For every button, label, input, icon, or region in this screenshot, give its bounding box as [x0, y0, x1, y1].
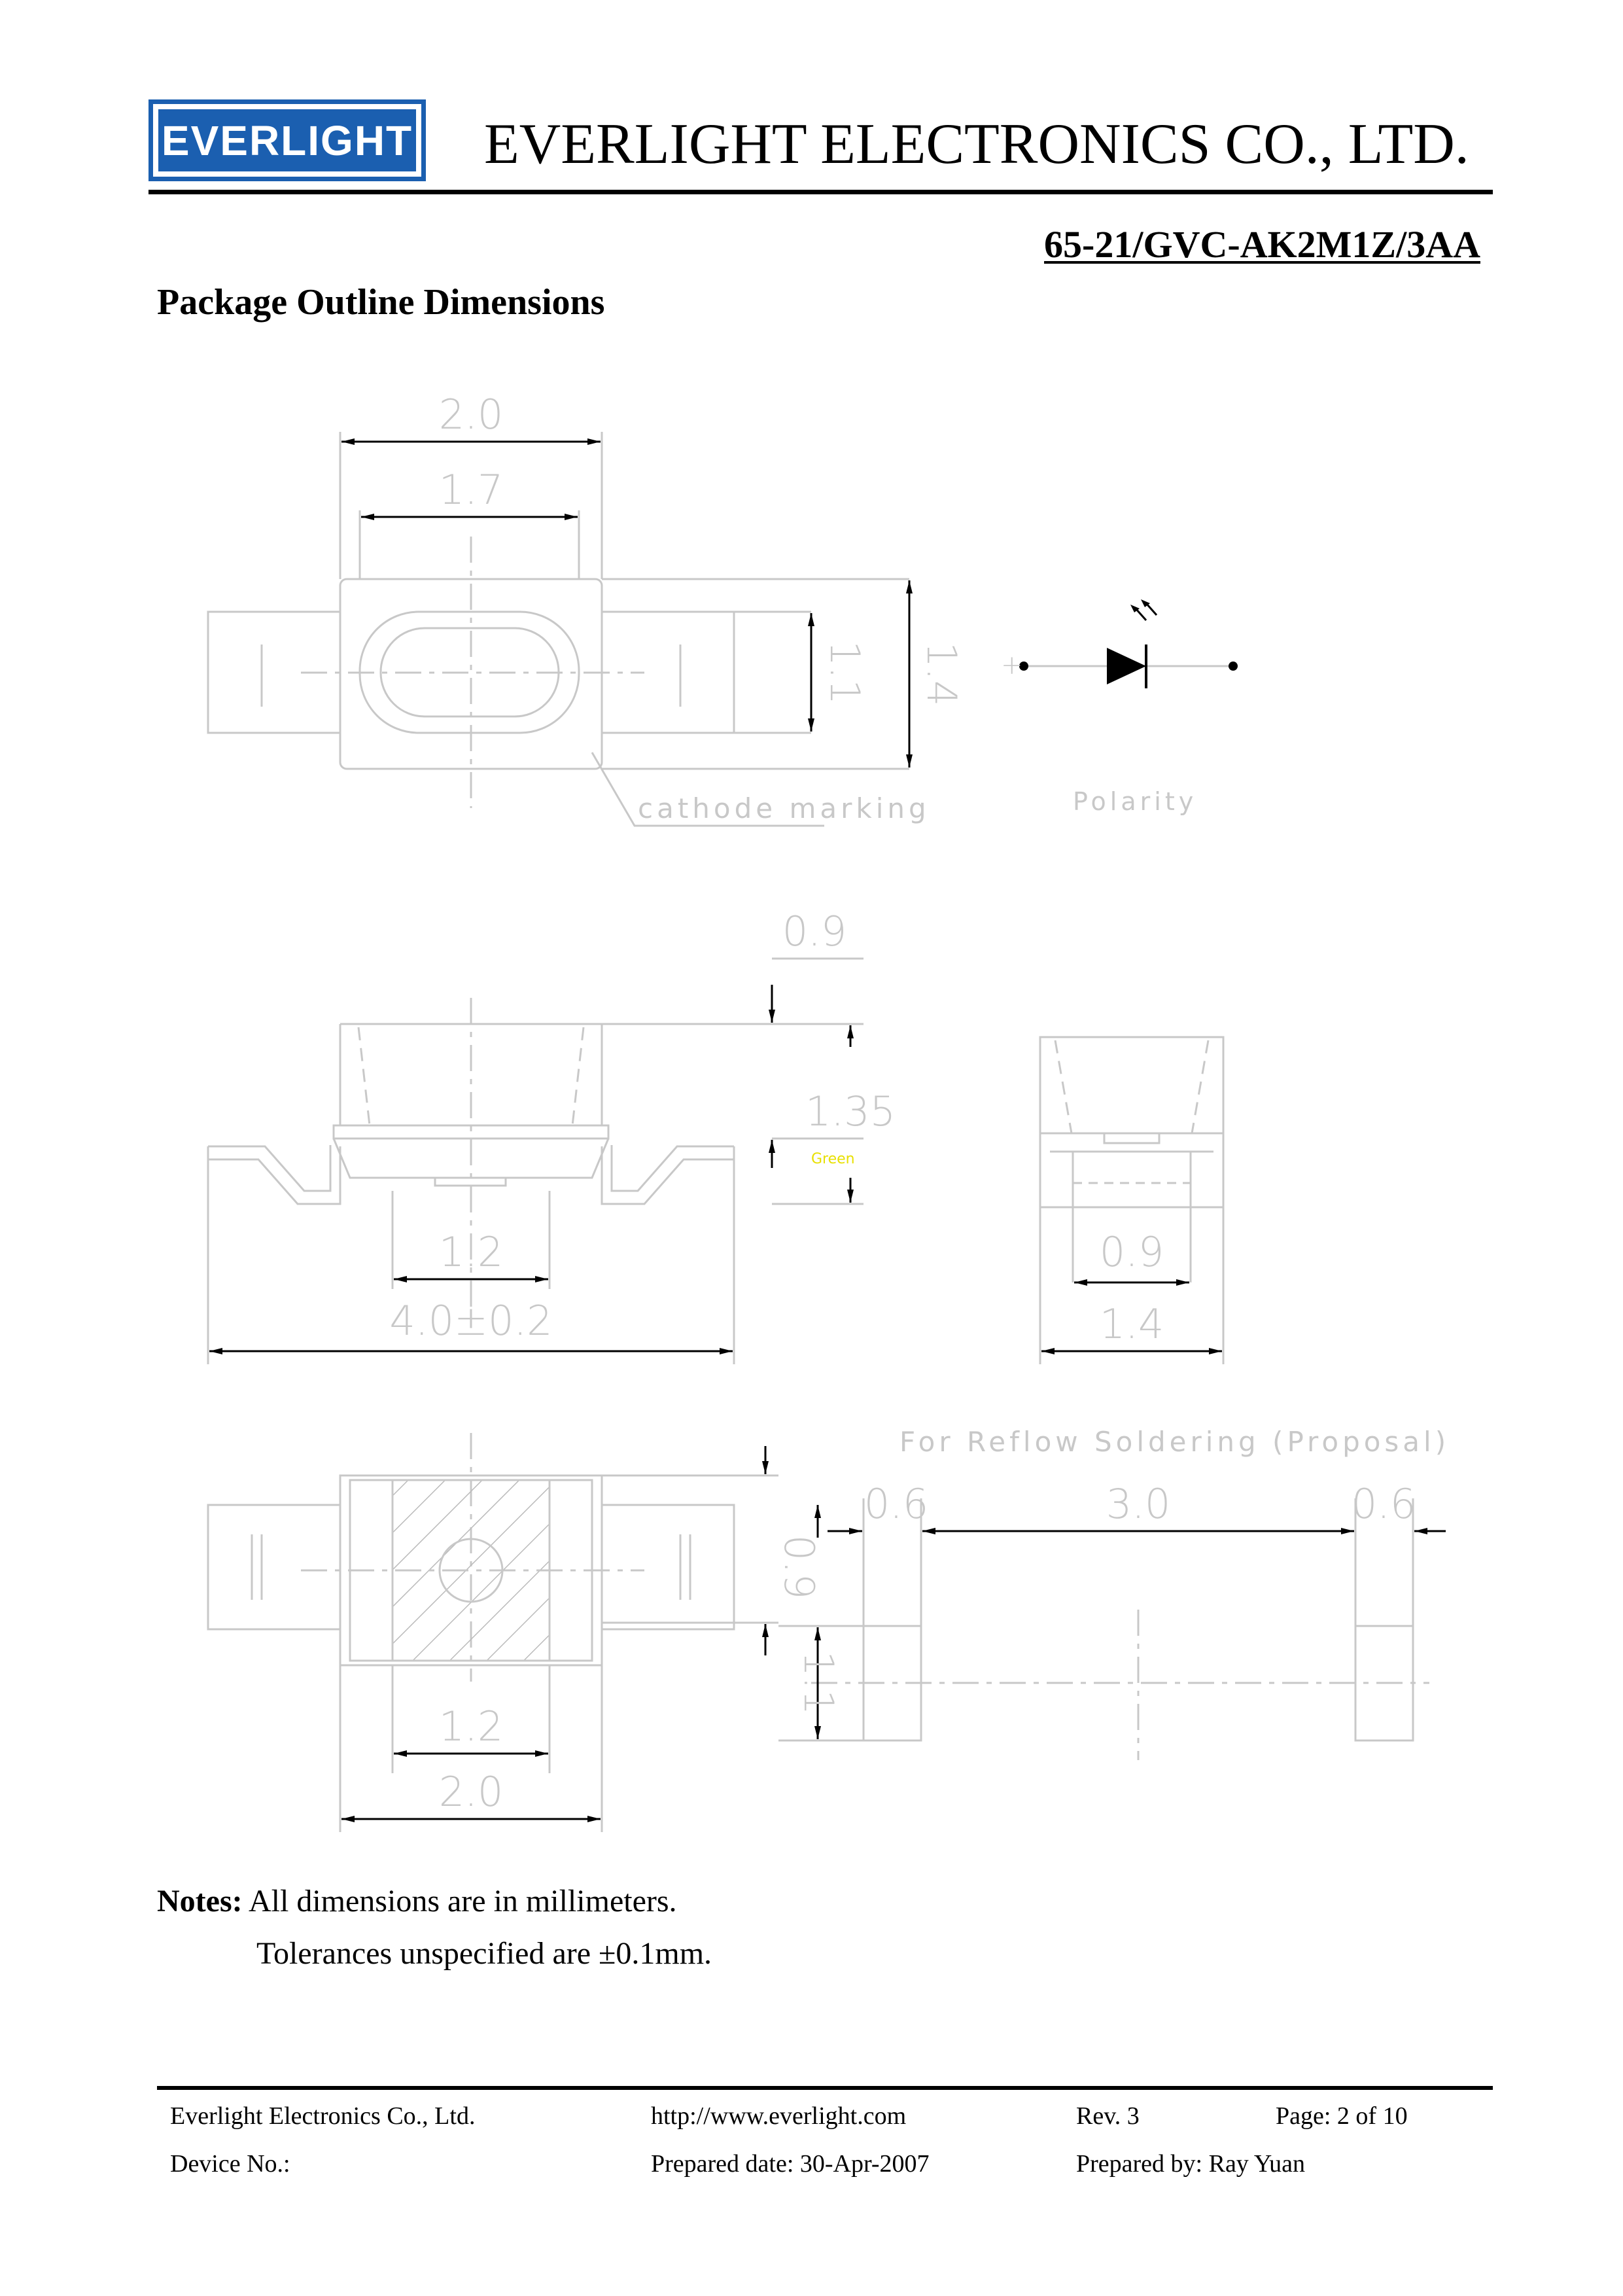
top-view — [208, 432, 909, 826]
polarity-plus-sign: + — [1001, 650, 1023, 680]
polarity-symbol — [1019, 599, 1238, 688]
dim-side-total-height: 1.35 — [805, 1087, 896, 1135]
footer-prepared-by: Prepared by: Ray Yuan — [1076, 2150, 1305, 2178]
dim-side-pad-width: 1.2 — [438, 1228, 504, 1276]
dim-side-top-height: 0.9 — [782, 908, 847, 955]
dim-bottom-body-width: 2.0 — [438, 1768, 504, 1816]
dim-reflow-gap: 3.0 — [1106, 1480, 1171, 1528]
notes-units: All dimensions are in millimeters. — [248, 1884, 677, 1918]
footer-device-no: Device No.: — [170, 2150, 290, 2178]
dim-reflow-pad-right: 0.6 — [1351, 1480, 1416, 1528]
notes-line-1 — [157, 1883, 677, 1919]
dim-top-inner-width: 1.7 — [438, 466, 504, 514]
footer-page: Page: 2 of 10 — [1276, 2102, 1408, 2130]
polarity-label: Polarity — [1073, 787, 1198, 816]
cathode-marking-label: cathode marking — [638, 792, 930, 824]
cathode-dot — [1229, 662, 1238, 671]
part-number: 65-21/GVC-AK2M1Z/3AA — [1044, 223, 1480, 266]
dim-top-inner-height: 1.1 — [821, 640, 869, 705]
notes-label: Notes: — [157, 1884, 243, 1918]
dim-side-total-width: 4.0±0.2 — [389, 1297, 553, 1345]
footer-revision: Rev. 3 — [1076, 2102, 1140, 2130]
section-title: Package Outline Dimensions — [157, 282, 605, 323]
reflow-title: For Reflow Soldering (Proposal) — [899, 1426, 1450, 1458]
dim-bottom-large-height: 1.1 — [795, 1650, 843, 1716]
footer-rule — [157, 2086, 1493, 2090]
reflow-pad-layout — [778, 1498, 1429, 1760]
footer-prepared-date: Prepared date: 30-Apr-2007 — [651, 2150, 930, 2178]
footer-url[interactable]: http://www.everlight.com — [651, 2102, 907, 2130]
dim-top-width: 2.0 — [438, 391, 504, 438]
notes-line-2: Tolerances unspecified are ±0.1mm. — [256, 1936, 712, 1971]
footer-company: Everlight Electronics Co., Ltd. — [170, 2102, 476, 2130]
dim-reflow-pad-left: 0.6 — [864, 1480, 929, 1528]
company-name: EVERLIGHT ELECTRONICS CO., LTD. — [484, 113, 1469, 176]
dim-end-outer-width: 1.4 — [1099, 1300, 1164, 1348]
dim-bottom-small-height: 0.9 — [775, 1534, 823, 1600]
dim-top-height: 1.4 — [918, 641, 966, 707]
light-emission-arrows-icon — [1130, 599, 1150, 612]
lens-color-tag: Green — [811, 1151, 855, 1167]
diode-triangle-icon — [1107, 648, 1146, 684]
dim-bottom-pad-width: 1.2 — [438, 1703, 504, 1750]
logo-text: EVERLIGHT — [158, 109, 416, 171]
dim-end-inner-width: 0.9 — [1099, 1228, 1164, 1276]
